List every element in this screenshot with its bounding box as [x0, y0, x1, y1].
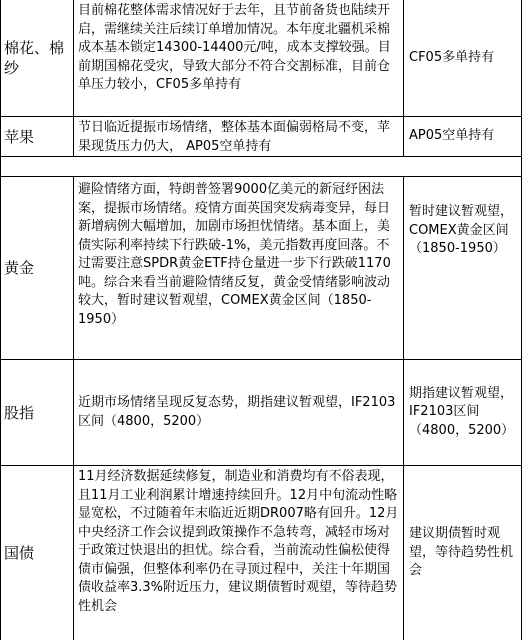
row-view-apple: AP05空单持有	[409, 128, 495, 144]
row-name-treasury: 国债	[1, 466, 74, 640]
row-name-stock-index: 股指	[1, 360, 74, 465]
table-row-gold	[0, 177, 522, 360]
row-view-treasury: 建议期债暂时观望，等待趋势性机会	[409, 526, 514, 579]
row-desc-treasury: 11月经济数据延续修复，制造业和消费均有不俗表现，且11月工业利润累计增速持续回升。12月中旬流动性略显宽松，不过随着年末临近近期DR007略有回升。12月中央经济工作会议提到政策操作不急转弯，减轻市场对于政策过快退出的担忧。综合看，当前流动性偏松使得债市偏强，但整体利率仍在寻顶过程中，关注十年期国债收益率3.3%附近压力，建议期债暂时观望，等待趋势性机会	[74, 466, 404, 640]
table-row-stock-index	[0, 360, 522, 466]
row-desc-stock-index: 近期市场情绪呈现反复态势，期指建议暂观望，IF2103区间（4800，5200）	[74, 360, 404, 465]
row-desc-gold: 避险情绪方面，特朗普签署9000亿美元的新冠纾困法案，提振市场情绪。疫情方面英国突发病毒变异，每日新增病例大幅增加，加剧市场担忧情绪。基本面上，美债实际利率持续下行跌破-1%，美元指数再度回落。不过需要注意SPDR黄金ETF持仓量进一步下行跌破1170吨。综合来看当前避险情绪反复，黄金受情绪影响波动较大，暂时建议暂观望，COMEX黄金区间（1850-1950）	[74, 177, 404, 359]
row-name-apple: 苹果	[1, 117, 74, 156]
row-name-cotton: 棉花、棉纱	[1, 0, 74, 116]
table-row-treasury	[0, 466, 522, 640]
row-name-gold: 黄金	[1, 177, 74, 359]
row-view-gold: 暂时建议暂观望，COMEX黄金区间（1850-1950）	[409, 204, 514, 256]
table-row-apple	[0, 117, 522, 157]
row-view-cotton: CF05多单持有	[409, 49, 495, 65]
table-row-cotton	[0, 0, 522, 117]
row-view-stock-index: 期指建议暂观望，IF2103区间（4800，5200）	[409, 385, 515, 438]
row-desc-apple: 节日临近提振市场情绪，整体基本面偏弱格局不变，苹果现货压力仍大， AP05空单持有	[74, 117, 404, 156]
row-desc-cotton: 目前棉花整体需求情况好于去年，且节前备货也陆续开启，需继续关注后续订单增加情况。本年度北疆机采棉成本基本锁定14300-14400元/吨，成本支撑较强。目前期国棉花受灾，导致大部分不符合交割标准，目前仓单压力较小，CF05多单持有	[74, 0, 404, 116]
table-spacer-row	[0, 157, 522, 177]
